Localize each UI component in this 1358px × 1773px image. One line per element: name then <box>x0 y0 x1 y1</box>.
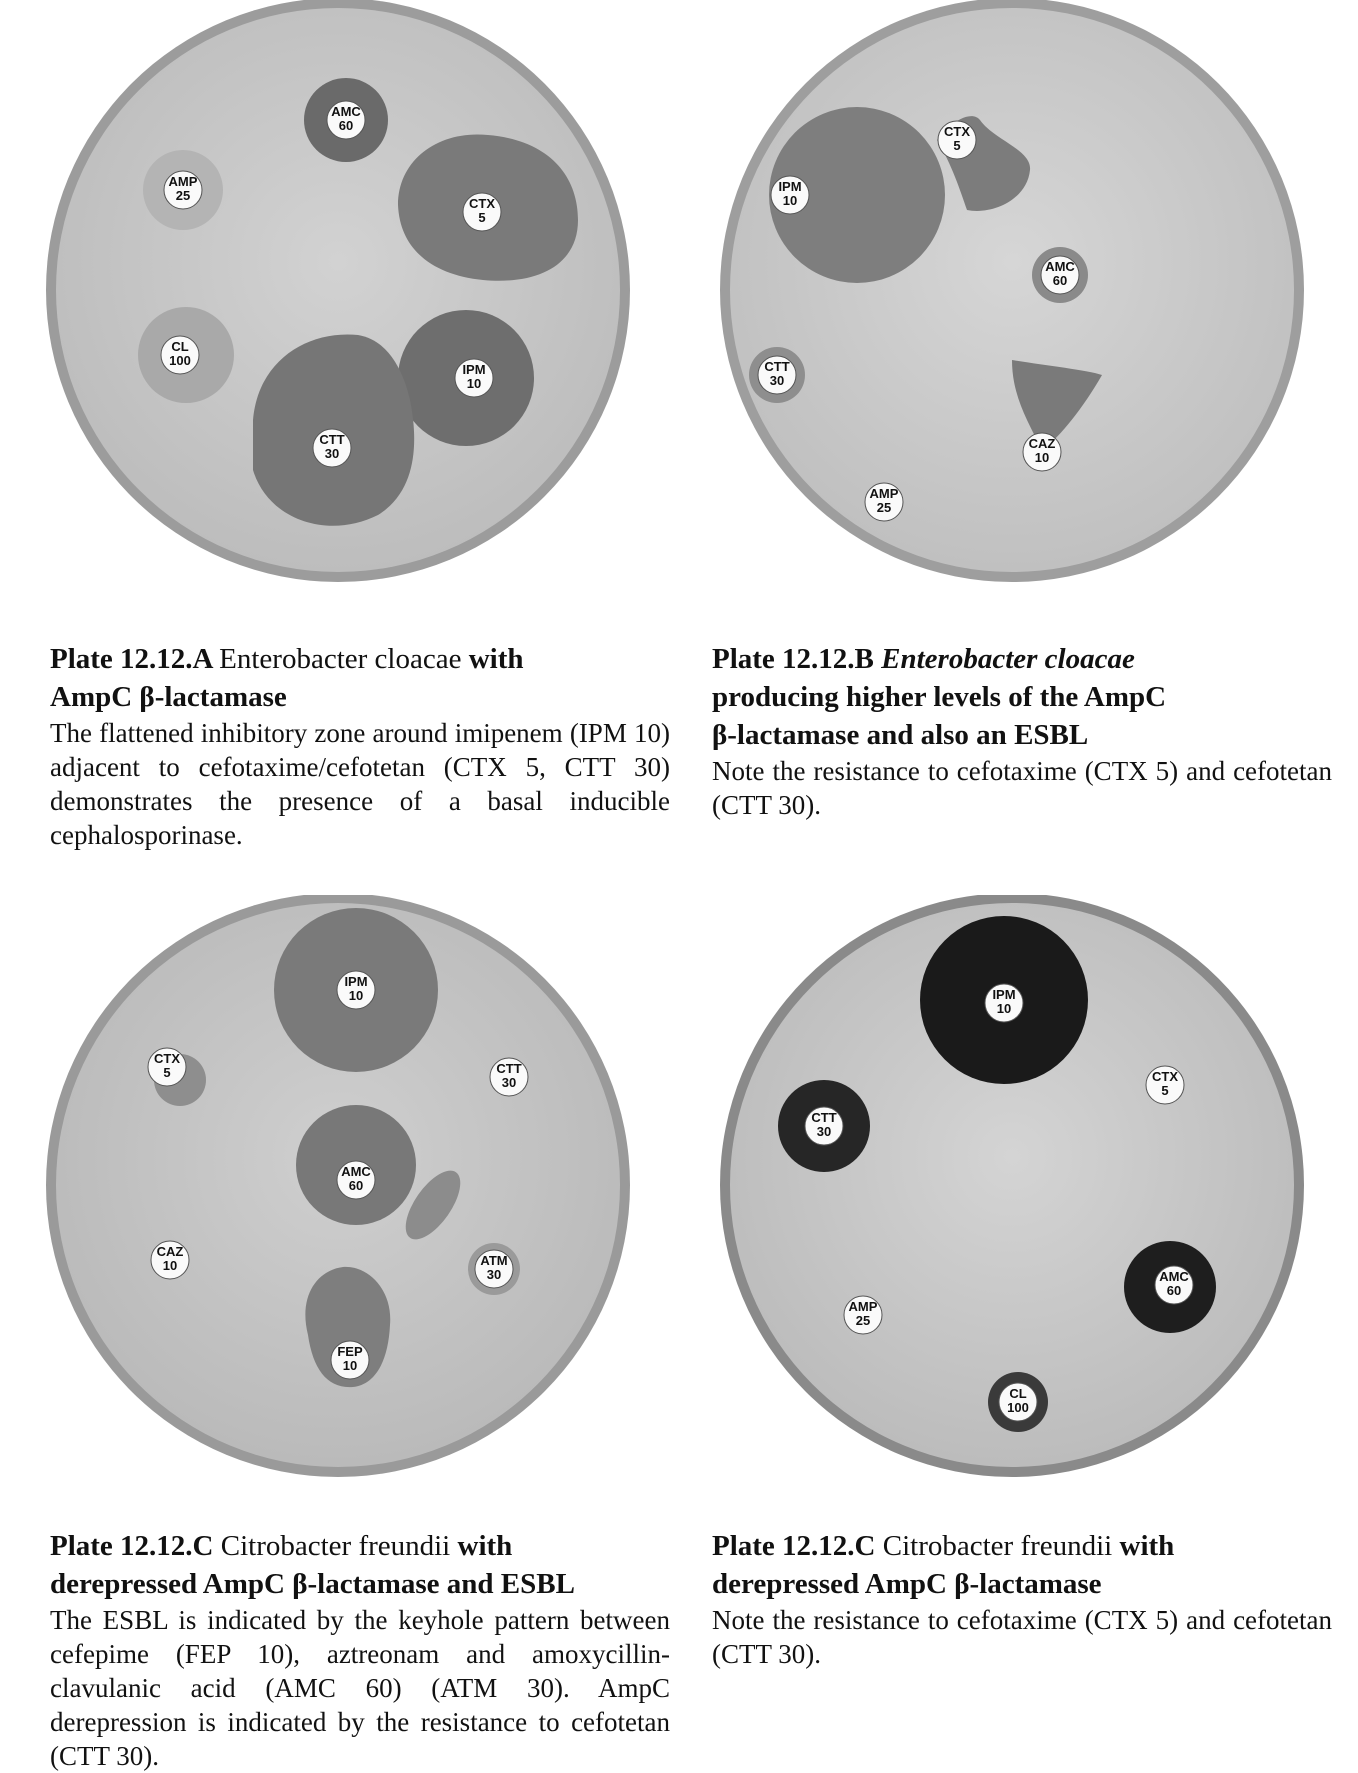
disc-ctx <box>148 1048 186 1086</box>
plate-c1-title <box>50 1527 670 1603</box>
disc-ctt <box>490 1058 528 1096</box>
plate-c2-title-prefix: Plate 12.12.C <box>712 1530 876 1562</box>
disc-cl <box>999 1383 1037 1421</box>
plate-c1-caption <box>50 1527 670 1773</box>
disc-ctx <box>1146 1066 1184 1104</box>
plate-b-title-species: Enterobacter cloacae <box>881 643 1135 675</box>
disc-ctt-dose: 30 <box>769 373 785 388</box>
plate-c1-title-rest: with <box>450 1530 513 1562</box>
plate-a-title-rest: with <box>461 643 524 675</box>
disc-ctx-name: CTX <box>944 124 970 139</box>
disc-ctx-name: CTX <box>1152 1069 1178 1084</box>
plate-c1-body: The ESBL is indicated by the keyhole pattern between cefepime (FEP 10), aztreonam and amoxycillin-clavulanic acid (AMC 60) (ATM 30). AmpC derepression is indicated by the resistance to cefotetan (CTT 30). <box>50 1605 670 1771</box>
disc-ipm-name: IPM <box>992 987 1016 1002</box>
disc-amc-name: AMC <box>1159 1269 1189 1284</box>
plate-c1-image <box>38 895 638 1495</box>
plate-c2-title-species: Citrobacter freundii <box>882 1530 1113 1562</box>
plate-b-title-line2: producing higher levels of the AmpC <box>712 681 1167 713</box>
plate-a-title-prefix: Plate 12.12.A <box>50 643 212 675</box>
plate-c2-title-line2: derepressed AmpC β-lactamase <box>712 1568 1102 1600</box>
plate-a-title-species: Enterobacter cloacae <box>219 643 462 675</box>
plate-b-body: Note the resistance to cefotaxime (CTX 5) and cefotetan (CTT 30). <box>712 756 1332 820</box>
disc-amp-dose: 25 <box>876 500 892 515</box>
disc-cl-dose: 100 <box>169 353 191 368</box>
disc-ipm-name: IPM <box>344 974 368 989</box>
disc-atm-dose: 30 <box>486 1267 502 1282</box>
disc-ctt-dose: 30 <box>324 446 340 461</box>
plate-c2-caption <box>712 1527 1332 1671</box>
plate-b-image <box>712 0 1312 600</box>
disc-amp <box>865 483 903 521</box>
disc-atm <box>475 1250 513 1288</box>
plate-a-caption <box>50 640 670 852</box>
plate-a-title-line2: AmpC β-lactamase <box>50 681 287 713</box>
disc-ctt <box>313 429 351 467</box>
disc-amc-name: AMC <box>341 1164 371 1179</box>
plate-a-title <box>50 640 670 716</box>
disc-amc <box>327 101 365 139</box>
disc-ctx-name: CTX <box>154 1051 180 1066</box>
petri-dish-b <box>712 0 1312 600</box>
petri-dish-c1 <box>38 895 638 1495</box>
agar <box>730 8 1294 572</box>
disc-caz-dose: 10 <box>162 1258 178 1273</box>
disc-cl-name: CL <box>1009 1386 1027 1401</box>
disc-ipm <box>337 971 375 1009</box>
disc-ctt-name: CTT <box>764 359 790 374</box>
plate-b-caption <box>712 640 1332 822</box>
disc-amc-dose: 60 <box>1166 1283 1182 1298</box>
disc-amp-dose: 25 <box>175 188 191 203</box>
disc-ipm <box>985 984 1023 1022</box>
disc-ctt-dose: 30 <box>816 1124 832 1139</box>
petri-dish-c2 <box>712 895 1312 1495</box>
disc-amp <box>844 1296 882 1334</box>
disc-ipm-name: IPM <box>462 362 486 377</box>
disc-amp-name: AMP <box>848 1299 878 1314</box>
plate-c1-title-species: Citrobacter freundii <box>220 1530 451 1562</box>
disc-amc-name: AMC <box>331 104 361 119</box>
disc-ctt-name: CTT <box>811 1110 837 1125</box>
disc-ctx-dose: 5 <box>478 210 486 225</box>
disc-amp-dose: 25 <box>855 1313 871 1328</box>
disc-ipm-dose: 10 <box>348 988 364 1003</box>
disc-amc <box>1155 1266 1193 1304</box>
disc-ctt-name: CTT <box>319 432 345 447</box>
disc-amc-dose: 60 <box>348 1178 364 1193</box>
disc-fep-name: FEP <box>337 1344 363 1359</box>
disc-atm-name: ATM <box>480 1253 508 1268</box>
disc-ipm-dose: 10 <box>996 1001 1012 1016</box>
disc-ipm <box>771 176 809 214</box>
disc-cl-name: CL <box>171 339 189 354</box>
disc-caz-dose: 10 <box>1034 450 1050 465</box>
disc-ipm-name: IPM <box>778 179 802 194</box>
disc-amc-dose: 60 <box>1052 273 1068 288</box>
disc-ctx-dose: 5 <box>1161 1083 1169 1098</box>
disc-ipm-dose: 10 <box>466 376 482 391</box>
disc-amp <box>164 171 202 209</box>
plate-c1-title-line2: derepressed AmpC β-lactamase and ESBL <box>50 1568 575 1600</box>
plate-c2-image <box>712 895 1312 1495</box>
disc-fep-dose: 10 <box>342 1358 358 1373</box>
plate-c2-title <box>712 1527 1332 1603</box>
disc-ctx-dose: 5 <box>163 1065 171 1080</box>
plate-c2-title-rest: with <box>1112 1530 1175 1562</box>
disc-caz <box>1023 433 1061 471</box>
disc-fep <box>331 1341 369 1379</box>
plate-b-title <box>712 640 1332 754</box>
disc-ctx-dose: 5 <box>953 138 961 153</box>
disc-ctt-dose: 30 <box>501 1075 517 1090</box>
disc-amc-dose: 60 <box>338 118 354 133</box>
petri-dish-a <box>38 0 638 600</box>
disc-caz-name: CAZ <box>156 1244 184 1259</box>
disc-ctx <box>463 193 501 231</box>
disc-amp-name: AMP <box>869 486 899 501</box>
disc-amp-name: AMP <box>168 174 198 189</box>
plate-b-title-line3: β-lactamase and also an ESBL <box>712 719 1089 751</box>
plate-a-image <box>38 0 638 600</box>
disc-amc <box>337 1161 375 1199</box>
disc-caz-name: CAZ <box>1028 436 1056 451</box>
disc-cl <box>161 336 199 374</box>
plate-a-body: The flattened inhibitory zone around imipenem (IPM 10) adjacent to cefotaxime/cefotetan (CTX 5, CTT 30) demonstrates the presence of a basal inducible cephalosporinase. <box>50 718 670 850</box>
disc-ctt <box>758 356 796 394</box>
disc-ctt-name: CTT <box>496 1061 522 1076</box>
disc-cl-dose: 100 <box>1007 1400 1029 1415</box>
disc-amc <box>1041 256 1079 294</box>
disc-ctx <box>938 121 976 159</box>
disc-ipm-dose: 10 <box>782 193 798 208</box>
disc-ctt <box>805 1107 843 1145</box>
disc-amc-name: AMC <box>1045 259 1075 274</box>
plate-c2-body: Note the resistance to cefotaxime (CTX 5) and cefotetan (CTT 30). <box>712 1605 1332 1669</box>
disc-ipm <box>455 359 493 397</box>
plate-b-title-prefix: Plate 12.12.B <box>712 643 874 675</box>
plate-c1-title-prefix: Plate 12.12.C <box>50 1530 214 1562</box>
disc-ctx-name: CTX <box>469 196 495 211</box>
disc-caz <box>151 1241 189 1279</box>
